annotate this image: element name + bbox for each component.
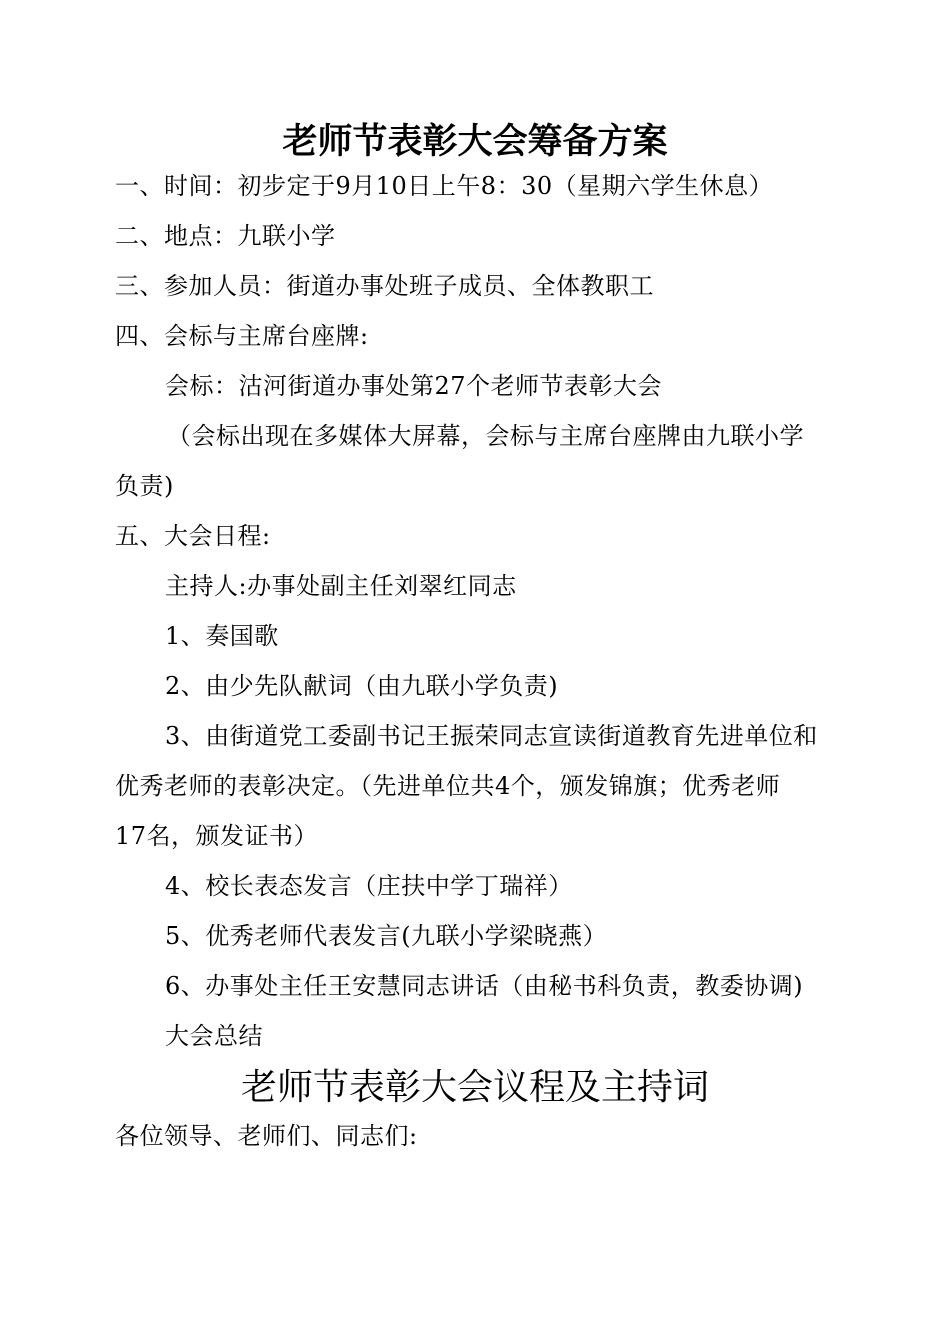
agenda-item-1: 1、奏国歌: [165, 622, 279, 650]
plan-agenda-heading: 五、大会日程:: [115, 522, 271, 550]
agenda-item-5: 5、优秀老师代表发言(九联小学梁晓燕）: [165, 922, 608, 950]
plan-time: 一、时间：初步定于9月10日上午8：30（星期六学生休息）: [115, 172, 774, 200]
plan-logo-note-line2: 负责): [115, 472, 174, 500]
agenda-greeting: 各位领导、老师们、同志们:: [115, 1122, 418, 1150]
plan-host: 主持人:办事处副主任刘翠红同志: [165, 572, 517, 600]
plan-logo-note-line1: （会标出现在多媒体大屏幕，会标与主席台座牌由九联小学: [167, 422, 804, 450]
plan-attendees: 三、参加人员：街道办事处班子成员、全体教职工: [115, 272, 654, 300]
agenda-item-4: 4、校长表态发言（庄扶中学丁瑞祥）: [165, 872, 573, 900]
plan-title: 老师节表彰大会筹备方案: [282, 121, 668, 162]
agenda-item-3-line2: 优秀老师的表彰决定。（先进单位共4个，颁发锦旗；优秀老师: [115, 772, 781, 800]
plan-logo-text: 会标：沽河街道办事处第27个老师节表彰大会: [165, 372, 663, 400]
agenda-item-6: 6、办事处主任王安慧同志讲话（由秘书科负责，教委协调): [165, 972, 804, 1000]
agenda-item-3-line3: 17名，颁发证书）: [115, 822, 319, 850]
agenda-item-2: 2、由少先队献词（由九联小学负责): [165, 672, 559, 700]
plan-logo-heading: 四、会标与主席台座牌:: [115, 322, 369, 350]
plan-location: 二、地点：九联小学: [115, 222, 336, 250]
agenda-item-3-line1: 3、由街道党工委副书记王振荣同志宣读街道教育先进单位和: [165, 722, 818, 750]
agenda-title: 老师节表彰大会议程及主持词: [240, 1067, 709, 1108]
agenda-summary: 大会总结: [165, 1022, 263, 1050]
